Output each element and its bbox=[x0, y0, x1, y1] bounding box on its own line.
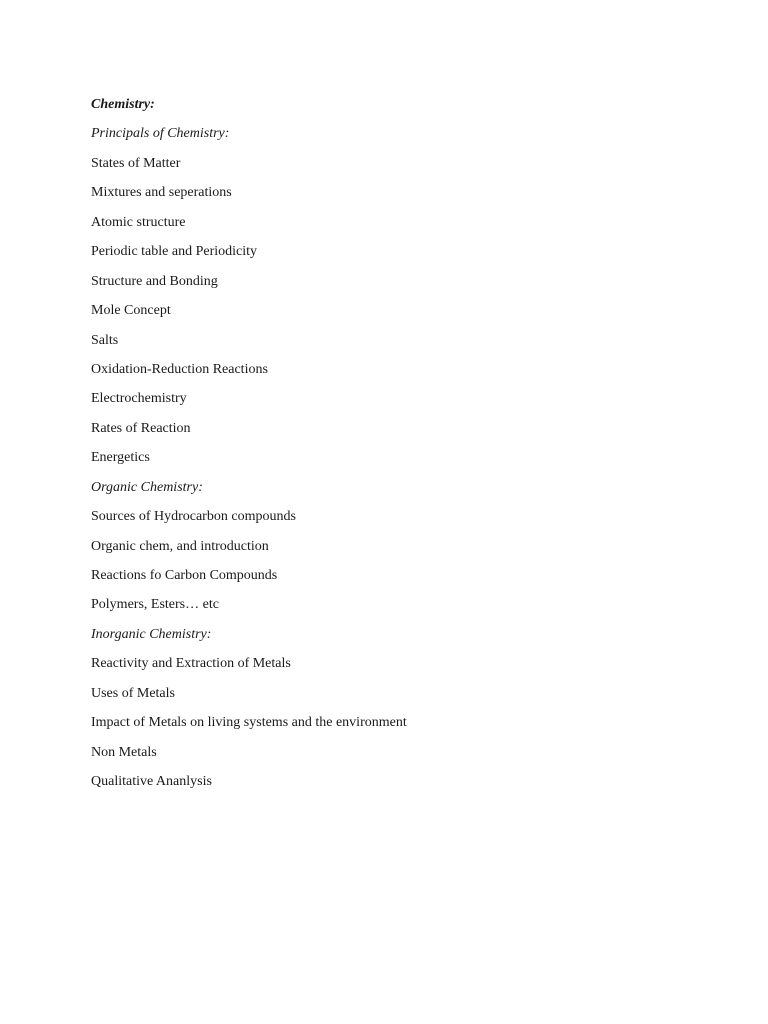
list-item: Reactions fo Carbon Compounds bbox=[91, 568, 278, 583]
list-item: Uses of Metals bbox=[91, 685, 175, 701]
section-principals bbox=[91, 119, 731, 472]
list-item: Impact of Metals on living systems and the environment bbox=[91, 715, 407, 731]
section-heading: Principals of Chemistry: bbox=[91, 126, 230, 142]
list-item: Rates of Reaction bbox=[91, 420, 191, 436]
list-item: Oxidation-Reduction Reactions bbox=[91, 361, 268, 377]
list-item: Electrochemistry bbox=[91, 391, 187, 407]
list-item: Qualitative Ananlysis bbox=[91, 774, 212, 790]
list-item: Reactivity and Extraction of Metals bbox=[91, 656, 291, 672]
list-item: Atomic structure bbox=[91, 214, 186, 230]
section-organic bbox=[91, 473, 731, 620]
list-item: Mixtures and seperations bbox=[91, 185, 232, 201]
list-item: Organic chem, and introduction bbox=[91, 538, 269, 554]
list-item: Salts bbox=[91, 332, 119, 348]
document-title: Chemistry: bbox=[91, 97, 155, 112]
list-item: Mole Concept bbox=[91, 303, 171, 319]
list-item: Sources of Hydrocarbon compounds bbox=[91, 509, 296, 525]
list-item: Structure and Bonding bbox=[91, 273, 218, 289]
document-page bbox=[91, 90, 731, 797]
section-heading: Inorganic Chemistry: bbox=[91, 626, 212, 642]
list-item: Non Metals bbox=[91, 744, 157, 760]
list-item: Periodic table and Periodicity bbox=[91, 244, 258, 260]
list-item: Energetics bbox=[91, 450, 150, 466]
section-inorganic bbox=[91, 620, 731, 797]
section-heading: Organic Chemistry: bbox=[91, 479, 203, 495]
list-item: States of Matter bbox=[91, 155, 181, 171]
list-item: Polymers, Esters… etc bbox=[91, 597, 219, 613]
